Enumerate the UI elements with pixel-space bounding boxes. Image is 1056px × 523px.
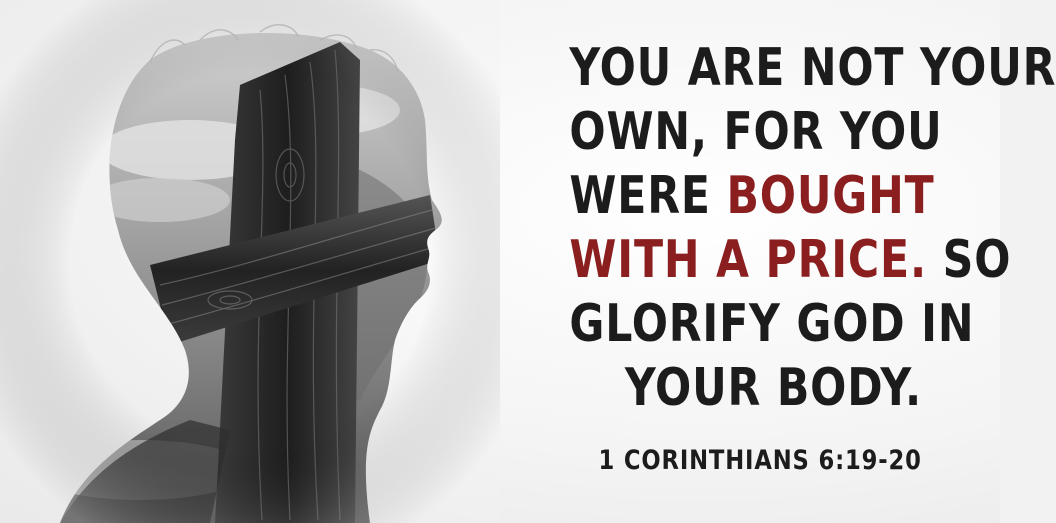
verse-line-2: OWN, FOR YOU	[569, 102, 943, 162]
verse-line-5: GLORIFY GOD IN	[569, 294, 975, 354]
verse-line-6: YOUR BODY.	[624, 358, 922, 418]
verse-highlight-price: WITH A PRICE.	[569, 230, 927, 290]
verse-reference: 1 CORINTHIANS 6:19-20	[598, 445, 922, 476]
verse-highlight-bought: BOUGHT	[726, 166, 935, 226]
verse-line-3	[569, 164, 935, 228]
verse-line-1: YOU ARE NOT YOUR	[569, 38, 1056, 98]
bible-verse	[569, 36, 1056, 420]
verse-line-4-end: SO	[926, 230, 1012, 290]
verse-line-4	[569, 228, 1012, 292]
verse-line-3-start: WERE	[569, 166, 727, 226]
